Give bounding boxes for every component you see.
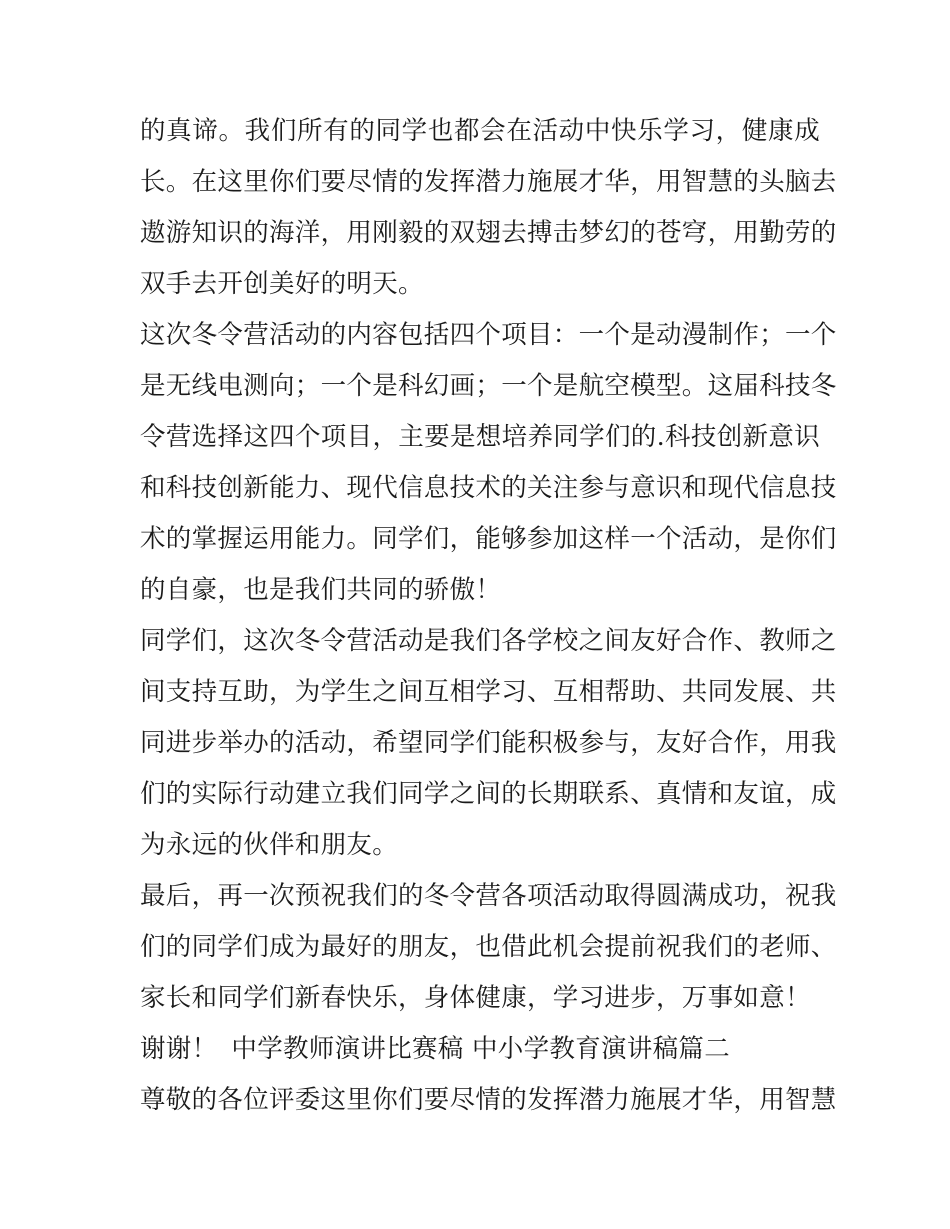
text-line: 是无线电测向；一个是科幻画；一个是航空模型。这届科技冬 (140, 371, 837, 401)
text-line: 遨游知识的海洋，用刚毅的双翅去搏击梦幻的苍穹，用勤劳的 (140, 218, 837, 248)
text-line: 双手去开创美好的明天。 (140, 269, 424, 299)
text-line: 最后，再一次预祝我们的冬令营各项活动取得圆满成功，祝我 (140, 881, 837, 911)
thanks-text: 谢谢！ (140, 1034, 218, 1064)
text-line: 同进步举办的活动，希望同学们能积极参与，友好合作，用我 (140, 728, 837, 758)
text-line: 尊敬的各位评委这里你们要尽情的发挥潜力施展才华，用智慧 (140, 1085, 837, 1115)
text-line: 们的实际行动建立我们同学之间的长期联系、真情和友谊，成 (140, 779, 837, 809)
text-line: 和科技创新能力、现代信息技术的关注参与意识和现代信息技 (140, 473, 837, 503)
document-body (140, 106, 837, 1126)
text-line: 们的同学们成为最好的朋友，也借此机会提前祝我们的老师、 (140, 932, 837, 962)
text-line: 为永远的伙伴和朋友。 (140, 830, 399, 860)
text-line: 的自豪，也是我们共同的骄傲！ (140, 575, 502, 605)
text-line: 间支持互助，为学生之间互相学习、互相帮助、共同发展、共 (140, 677, 837, 707)
text-line: 同学们，这次冬令营活动是我们各学校之间友好合作、教师之 (140, 626, 837, 656)
text-line: 长。在这里你们要尽情的发挥潜力施展才华，用智慧的头脑去 (140, 167, 837, 197)
text-line: 的真谛。我们所有的同学也都会在活动中快乐学习，健康成 (140, 116, 820, 146)
text-line: 令营选择这四个项目，主要是想培养同学们的.科技创新意识 (140, 422, 820, 452)
text-line: 家长和同学们新春快乐，身体健康，学习进步，万事如意！ (140, 983, 811, 1013)
section-title: 中学教师演讲比赛稿 中小学教育演讲稿篇二 (231, 1034, 731, 1064)
section-heading-line (140, 1024, 820, 1075)
text-line: 这次冬令营活动的内容包括四个项目：一个是动漫制作；一个 (140, 320, 837, 350)
text-line: 术的掌握运用能力。同学们，能够参加这样一个活动，是你们 (140, 524, 837, 554)
